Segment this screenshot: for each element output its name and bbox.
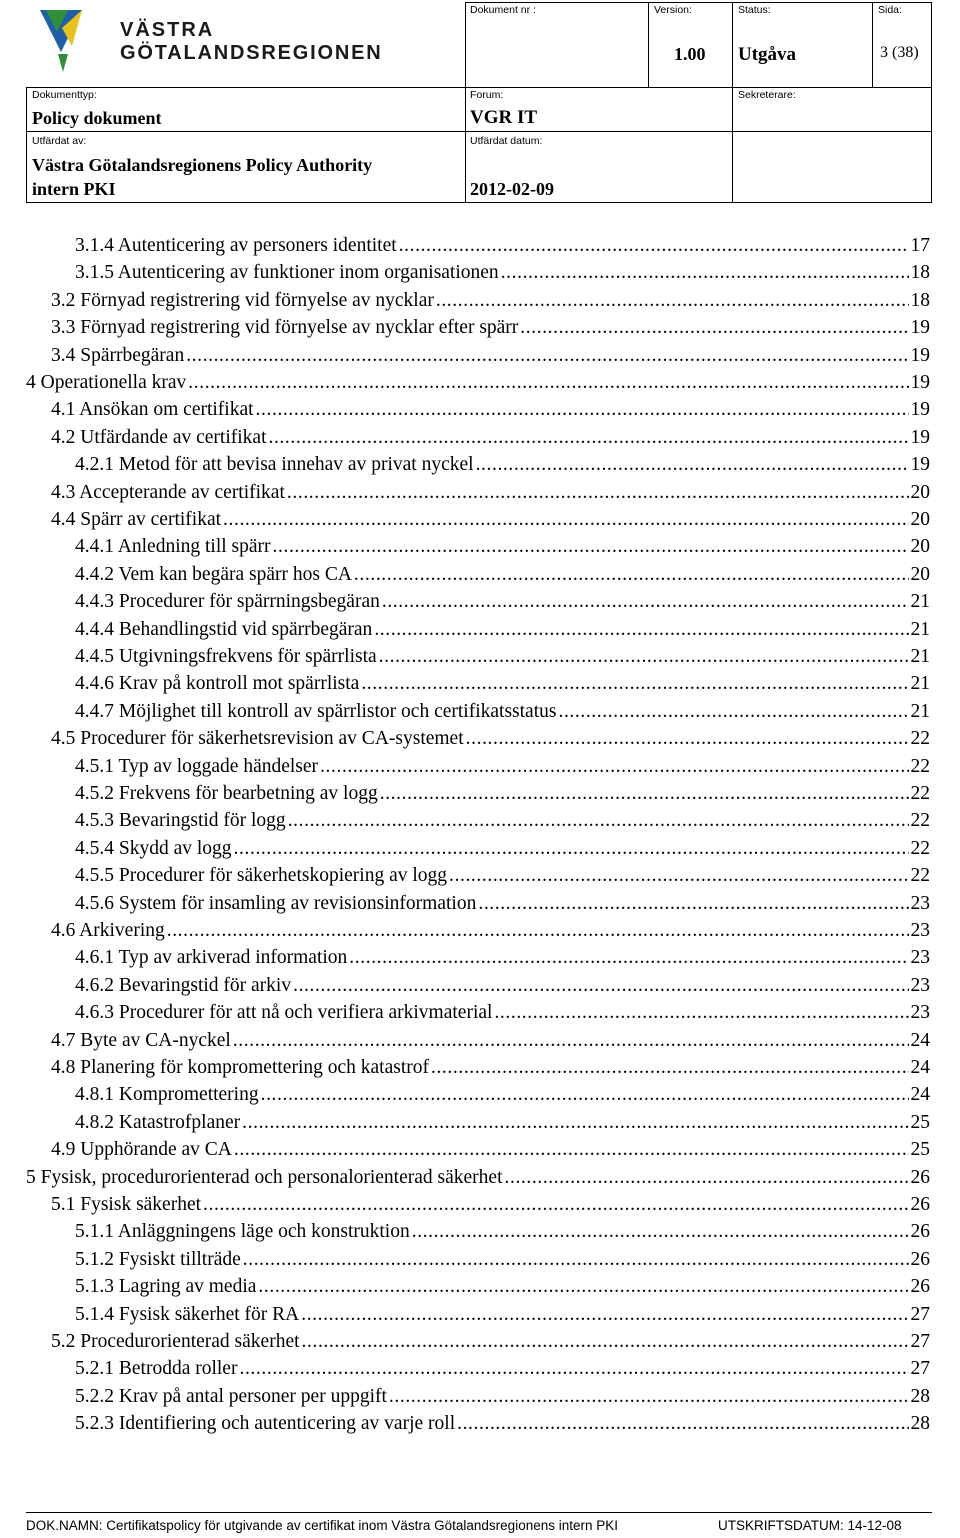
toc-entry-title: 4.5.6 System för insamling av revisionsinformation [75, 892, 477, 914]
toc-entry[interactable] [51, 725, 930, 752]
logo-text-line1: VÄSTRA [120, 19, 215, 41]
toc-entry-page: 24 [910, 1057, 930, 1078]
toc-entry[interactable] [75, 972, 930, 999]
toc-entry-title: 5.2 Procedurorienterad säkerhet [51, 1331, 300, 1352]
toc-entry[interactable] [75, 1109, 930, 1136]
toc-dot-leader [242, 1109, 908, 1136]
toc-dot-leader [457, 1410, 908, 1437]
toc-entry-title: 4.8 Planering för kompromettering och katastrof [51, 1057, 429, 1078]
toc-entry-title: 4.2 Utfärdande av certifikat [51, 426, 267, 448]
toc-entry[interactable] [75, 451, 930, 478]
version-value: 1.00 [674, 44, 706, 64]
toc-entry-title: 3.3 Förnyad registrering vid förnyelse av nycklar efter spärr [51, 317, 519, 339]
toc-entry-title: 4.5 Procedurer för säkerhetsrevision av CA-systemet [51, 728, 464, 750]
toc-dot-leader [374, 616, 908, 643]
toc-dot-leader [243, 1246, 909, 1273]
toc-entry[interactable] [75, 561, 930, 588]
toc-dot-leader [382, 588, 909, 615]
toc-dot-leader [520, 314, 908, 341]
toc-entry-page: 26 [910, 1166, 930, 1188]
toc-entry[interactable] [51, 314, 930, 341]
toc-entry-title: 4.4.3 Procedurer för spärrningsbegäran [75, 591, 380, 613]
toc-dot-leader [431, 1054, 909, 1081]
toc-entry-page: 23 [910, 892, 930, 914]
toc-entry[interactable] [51, 506, 930, 533]
toc-entry-page: 19 [910, 454, 930, 476]
toc-entry-page: 20 [910, 481, 930, 503]
toc-entry[interactable] [75, 862, 930, 889]
toc-dot-leader [501, 259, 909, 286]
toc-entry-title: 4.8.2 Katastrofplaner [75, 1111, 241, 1133]
toc-entry-title: 5.2.2 Krav på antal personer per uppgift [75, 1385, 387, 1407]
toc-entry-page: 19 [910, 399, 930, 421]
toc-entry-page: 25 [910, 1139, 930, 1161]
toc-entry-title: 4.4.5 Utgivningsfrekvens för spärrlista [75, 646, 377, 667]
toc-entry-page: 22 [910, 810, 930, 832]
toc-entry-title: 4.2.1 Metod för att bevisa innehav av privat nyckel [75, 454, 474, 476]
toc-entry-page: 28 [910, 1413, 930, 1435]
toc-entry[interactable] [51, 917, 930, 944]
toc-entry[interactable] [75, 232, 930, 259]
toc-entry-title: 4.5.4 Skydd av logg [75, 837, 232, 859]
toc-entry-title: 5.1.2 Fysiskt tillträde [75, 1248, 241, 1270]
toc-entry[interactable] [75, 1081, 930, 1108]
toc-entry-page: 19 [910, 426, 930, 448]
utfardat-datum-label: Utfärdat datum: [470, 135, 543, 147]
toc-entry-title: 4.3 Accepterande av certifikat [51, 481, 285, 503]
toc-dot-leader [258, 1273, 908, 1300]
toc-entry-page: 18 [910, 289, 930, 311]
toc-entry[interactable] [51, 342, 930, 369]
toc-entry-page: 19 [910, 344, 930, 366]
toc-dot-leader [505, 1164, 909, 1191]
toc-entry-page: 21 [910, 618, 930, 640]
toc-entry[interactable] [51, 1054, 930, 1081]
toc-entry-page: 26 [910, 1276, 930, 1298]
dokumenttyp-value: Policy dokument [32, 108, 162, 128]
toc-entry-page: 24 [910, 1084, 930, 1106]
toc-entry-page: 18 [910, 262, 930, 284]
toc-entry[interactable] [51, 1136, 930, 1163]
toc-dot-leader [361, 670, 908, 697]
toc-dot-leader [268, 424, 908, 451]
toc-entry-title: 3.2 Förnyad registrering vid förnyelse av nycklar [51, 289, 434, 311]
toc-entry-title: 4.5.5 Procedurer för säkerhetskopiering av logg [75, 865, 448, 887]
toc-dot-leader [293, 972, 908, 999]
utfardat-av-line1: Västra Götalandsregionens Policy Authority [32, 155, 373, 175]
toc-entry-title: 5.2.3 Identifiering och autenticering av varje roll [75, 1413, 456, 1435]
toc-entry-page: 22 [910, 865, 930, 887]
toc-entry-page: 26 [910, 1221, 930, 1243]
toc-entry-title: 4.8.1 Kompromettering [75, 1084, 259, 1106]
toc-entry-title: 4.4 Spärr av certifikat [51, 509, 222, 530]
toc-entry[interactable] [51, 287, 930, 314]
dokumenttyp-label: Dokumenttyp: [32, 89, 97, 101]
toc-dot-leader [233, 1027, 909, 1054]
toc-entry[interactable] [51, 396, 930, 423]
status-label: Status: [738, 4, 771, 16]
toc-entry[interactable] [75, 807, 930, 834]
toc-entry[interactable] [75, 643, 930, 670]
toc-entry[interactable] [75, 999, 930, 1026]
utfardat-datum-value: 2012-02-09 [470, 179, 554, 199]
toc-dot-leader [223, 506, 908, 533]
toc-dot-leader [389, 1383, 909, 1410]
toc-entry-title: 4.1 Ansökan om certifikat [51, 399, 254, 421]
toc-entry-title: 5.1.3 Lagring av media [75, 1276, 257, 1298]
toc-dot-leader [558, 698, 908, 725]
toc-entry-title: 4.4.1 Anledning till spärr [75, 536, 271, 558]
vgr-logo [38, 6, 383, 78]
toc-dot-leader [273, 533, 909, 560]
sekreterare-label: Sekreterare: [738, 89, 796, 101]
toc-entry-title: 4.9 Upphörande av CA [51, 1139, 232, 1161]
toc-entry-title: 4.7 Byte av CA-nyckel [51, 1029, 231, 1051]
toc-entry-page: 20 [910, 563, 930, 585]
toc-dot-leader [234, 835, 909, 862]
toc-dot-leader [301, 1301, 908, 1328]
toc-dot-leader [167, 917, 909, 944]
toc-entry-title: 5.1.4 Fysisk säkerhet för RA [75, 1303, 300, 1325]
region-emblem-icon [38, 6, 118, 78]
toc-dot-leader [466, 725, 909, 752]
toc-entry-page: 22 [910, 783, 930, 804]
toc-entry-page: 22 [910, 728, 930, 750]
forum-label: Forum: [470, 89, 504, 101]
toc-entry[interactable] [75, 944, 930, 971]
toc-entry[interactable] [51, 1328, 930, 1355]
toc-entry[interactable] [51, 1027, 930, 1054]
toc-entry-page: 19 [910, 317, 930, 339]
toc-entry[interactable] [51, 424, 930, 451]
toc-entry-page: 17 [910, 235, 930, 256]
toc-entry-title: 4.5.1 Typ av loggade händelser [75, 755, 319, 777]
toc-entry[interactable] [75, 1383, 930, 1410]
toc-entry-title: 4.4.7 Möjlighet till kontroll av spärrlistor och certifikatsstatus [75, 700, 557, 722]
utfardat-av-line2: intern PKI [32, 179, 116, 199]
toc-entry-page: 23 [910, 1002, 930, 1024]
toc-dot-leader [380, 780, 909, 807]
toc-dot-leader [302, 1328, 909, 1355]
toc-entry-title: 4.4.4 Behandlingstid vid spärrbegäran [75, 618, 373, 640]
toc-entry[interactable] [75, 1301, 930, 1328]
toc-entry-page: 20 [910, 536, 930, 558]
toc-entry[interactable] [26, 369, 930, 396]
toc-entry-page: 21 [910, 591, 930, 613]
toc-entry-page: 27 [910, 1358, 930, 1380]
toc-entry-page: 27 [910, 1303, 930, 1325]
toc-entry-page: 22 [910, 755, 930, 777]
toc-entry[interactable] [75, 1218, 930, 1245]
dokument-nr-label: Dokument nr : [470, 4, 536, 16]
toc-dot-leader [399, 232, 909, 259]
toc-entry-title: 4 Operationella krav [26, 372, 187, 393]
toc-entry-title: 5.1 Fysisk säkerhet [51, 1194, 202, 1215]
toc-entry[interactable] [75, 1355, 930, 1382]
toc-entry-title: 4.5.2 Frekvens för bearbetning av logg [75, 783, 378, 804]
toc-entry-page: 21 [910, 673, 930, 695]
footer-print-date: UTSKRIFTSDATUM: 14-12-08 [718, 1518, 902, 1533]
toc-entry[interactable] [75, 835, 930, 862]
toc-entry-page: 20 [910, 509, 930, 530]
toc-entry[interactable] [51, 1191, 930, 1218]
toc-entry-page: 27 [910, 1331, 930, 1352]
toc-entry-title: 5.2.1 Betrodda roller [75, 1358, 238, 1380]
toc-entry-page: 21 [910, 700, 930, 722]
toc-entry[interactable] [75, 670, 930, 697]
toc-entry-page: 23 [910, 974, 930, 996]
toc-entry[interactable] [75, 698, 930, 725]
toc-entry-title: 3.1.4 Autenticering av personers identitet [75, 235, 397, 256]
toc-entry-title: 4.6.2 Bevaringstid för arkiv [75, 974, 292, 996]
toc-entry-page: 26 [910, 1194, 930, 1215]
toc-entry-title: 4.6.3 Procedurer för att nå och verifiera arkivmaterial [75, 1002, 493, 1024]
toc-entry-title: 5.1.1 Anläggningens läge och konstruktion [75, 1221, 410, 1243]
toc-dot-leader [412, 1218, 909, 1245]
forum-value: VGR IT [470, 107, 538, 128]
toc-dot-leader [354, 561, 909, 588]
toc-entry-title: 3.4 Spärrbegäran [51, 344, 185, 366]
toc-dot-leader [478, 890, 908, 917]
toc-entry-title: 4.6 Arkivering [51, 920, 165, 941]
sida-label: Sida: [878, 4, 902, 16]
toc-dot-leader [379, 643, 909, 670]
toc-dot-leader [287, 479, 909, 506]
toc-entry[interactable] [51, 479, 930, 506]
toc-entry-page: 24 [910, 1029, 930, 1051]
toc-entry[interactable] [75, 259, 930, 286]
toc-dot-leader [203, 1191, 908, 1218]
toc-dot-leader [320, 753, 908, 780]
toc-entry-page: 28 [910, 1385, 930, 1407]
toc-dot-leader [234, 1136, 909, 1163]
toc-dot-leader [186, 342, 908, 369]
toc-entry-page: 21 [910, 646, 930, 667]
toc-entry[interactable] [75, 890, 930, 917]
version-label: Version: [654, 4, 692, 16]
toc-entry[interactable] [75, 1273, 930, 1300]
toc-entry-page: 25 [910, 1111, 930, 1133]
toc-entry-page: 23 [910, 947, 930, 969]
toc-dot-leader [436, 287, 909, 314]
toc-entry-page: 26 [910, 1248, 930, 1270]
toc-entry[interactable] [75, 1410, 930, 1437]
toc-entry-title: 4.4.2 Vem kan begära spärr hos CA [75, 563, 352, 585]
toc-dot-leader [256, 396, 909, 423]
toc-entry-page: 23 [910, 920, 930, 941]
sida-value: 3 (38) [880, 44, 919, 61]
utfardat-av-label: Utfärdat av: [32, 135, 87, 147]
toc-entry[interactable] [75, 753, 930, 780]
toc-dot-leader [476, 451, 909, 478]
footer-doc-name: DOK.NAMN: Certifikatspolicy för utgivande av certifikat inom Västra Götalandsregionens intern PKI [26, 1518, 619, 1533]
toc-entry-page: 19 [910, 372, 930, 393]
toc-entry-title: 4.5.3 Bevaringstid för logg [75, 810, 286, 832]
toc-entry-title: 5 Fysisk, procedurorienterad och personalorienterad säkerhet [26, 1166, 503, 1188]
toc-dot-leader [261, 1081, 909, 1108]
toc-entry[interactable] [75, 588, 930, 615]
toc-dot-leader [288, 807, 909, 834]
toc-dot-leader [188, 369, 908, 396]
toc-entry[interactable] [26, 1164, 930, 1191]
toc-entry-title: 4.6.1 Typ av arkiverad information [75, 947, 348, 969]
toc-dot-leader [494, 999, 908, 1026]
toc-dot-leader [349, 944, 908, 971]
status-value: Utgåva [738, 44, 797, 65]
logo-text-line2: GÖTALANDSREGIONEN [120, 42, 383, 64]
footer-rule [26, 1512, 932, 1513]
toc-entry[interactable] [75, 780, 930, 807]
toc-entry-page: 22 [910, 837, 930, 859]
toc-entry-title: 3.1.5 Autenticering av funktioner inom organisationen [75, 262, 499, 284]
toc-entry-title: 4.4.6 Krav på kontroll mot spärrlista [75, 673, 360, 695]
toc-dot-leader [239, 1355, 908, 1382]
toc-dot-leader [449, 862, 908, 889]
toc-entry[interactable] [75, 533, 930, 560]
toc-entry[interactable] [75, 1246, 930, 1273]
toc-entry[interactable] [75, 616, 930, 643]
